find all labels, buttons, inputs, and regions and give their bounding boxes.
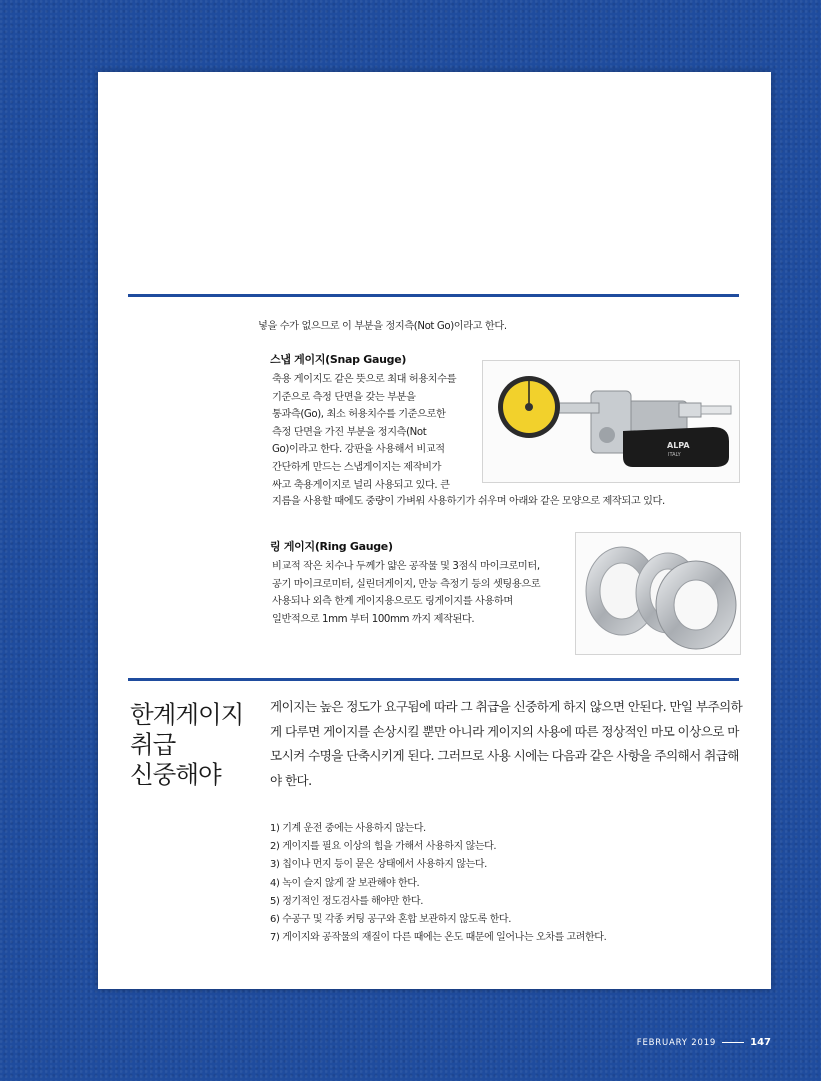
list-item: 5) 정기적인 정도검사를 해야만 한다.: [270, 895, 423, 907]
ring-gauge-heading: 링 게이지(Ring Gauge): [270, 540, 393, 553]
snap-gauge-image: [482, 360, 740, 483]
ring-gauge-body: [272, 558, 572, 628]
list-item: 3) 칩이나 먼지 등이 묻은 상태에서 사용하지 않는다.: [270, 859, 487, 871]
snap-line: 간단하게 만드는 스냅게이지는 제작비가: [272, 461, 442, 473]
list-item: 6) 수공구 및 각종 커팅 공구와 혼합 보관하지 않도록 한다.: [270, 914, 511, 926]
snap-line: 축용 게이지도 같은 뜻으로 최대 허용치수를: [272, 374, 457, 385]
alpa-brand-sub-text: ITALY: [668, 452, 681, 458]
ring-gauge-illustration: [576, 533, 740, 654]
page-number: 147: [750, 1037, 771, 1048]
section-divider-bottom: [128, 678, 739, 681]
magazine-page: [98, 72, 771, 989]
section-lead-paragraph: 게이지는 높은 정도가 요구됨에 따라 그 취급을 신중하게 하지 않으면 안된다. 만일 부주의하게 다루면 게이지를 손상시킬 뿐만 아니라 게이지의 사용에 따른 정상적인 마모 이상으로 마모시켜 수명을 단축시키게 된다. 그러므로 사용 시에는 다음과 같은 사항을 주의해서 취급해야 한다.: [270, 699, 743, 788]
snap-line: 측정 단면을 가진 부분을 정지측(Not: [272, 426, 427, 438]
issue-date: FEBRUARY 2019: [636, 1037, 717, 1048]
snap-line: 기준으로 측정 단면을 갖는 부분을: [272, 391, 416, 403]
alpa-brand-text: ALPA: [667, 441, 690, 450]
snap-line: 싸고 축용게이지로 널리 사용되고 있다. 큰: [272, 479, 450, 491]
section-title-line: 취급: [130, 730, 176, 759]
ring-line: 일반적으로 1mm 부터 100mm 까지 제작된다.: [272, 613, 475, 625]
list-item: 4) 녹이 슬지 않게 잘 보관해야 한다.: [270, 877, 420, 889]
snap-gauge-last-line: 지름을 사용할 때에도 중량이 가벼워 사용하기가 쉬우며 아래와 같은 모양으로 제작되고 있다.: [272, 496, 665, 507]
list-item: 7) 게이지와 공작물의 재질이 다른 때에는 온도 때문에 일어나는 오차를 고려한다.: [270, 932, 607, 944]
section-divider-top: [128, 294, 739, 297]
section-title: [130, 700, 243, 790]
page-footer: [637, 1037, 771, 1048]
notgo-intro-text: 넣을 수가 없으므로 이 부분을 정지측(Not Go)이라고 한다.: [258, 321, 507, 332]
list-item: 2) 게이지를 필요 이상의 힘을 가해서 사용하지 않는다.: [270, 841, 497, 853]
section-title-line: 신중해야: [130, 760, 221, 789]
handling-rules-list: [270, 820, 606, 947]
ring-line: 공기 마이크로미터, 실린더게이지, 만능 측정기 등의 셋팅용으로: [272, 578, 541, 590]
ring-line: 사용되나 외측 한계 게이지용으로도 링게이지를 사용하며: [272, 596, 513, 608]
snap-line: 통과측(Go), 최소 허용치수를 기준으로한: [272, 409, 446, 421]
list-item: 1) 기계 운전 중에는 사용하지 않는다.: [270, 823, 426, 834]
section-title-line: 한계게이지: [130, 700, 244, 729]
ring-gauge-image: [575, 532, 741, 655]
ring-line: 비교적 작은 치수나 두께가 얇은 공작물 및 3점식 마이크로미터,: [272, 561, 540, 572]
snap-gauge-heading: 스냅 게이지(Snap Gauge): [270, 353, 407, 366]
snap-line: Go)이라고 한다. 강판을 사용해서 비교적: [272, 444, 445, 456]
footer-dash: [722, 1042, 744, 1043]
snap-gauge-illustration: [483, 361, 739, 482]
snap-gauge-body: [272, 371, 480, 494]
